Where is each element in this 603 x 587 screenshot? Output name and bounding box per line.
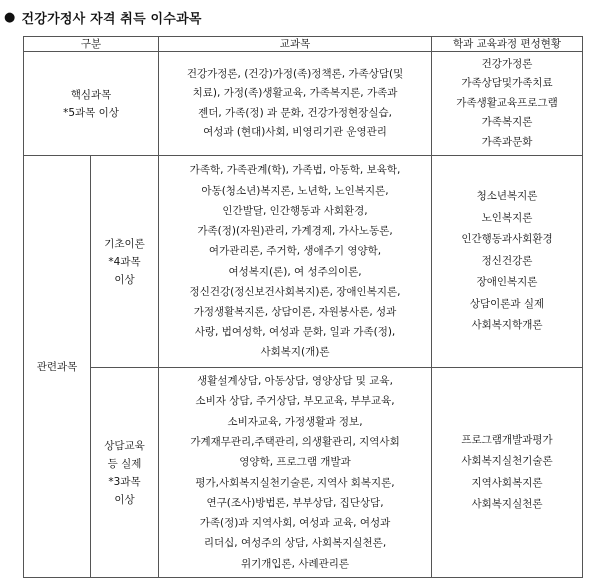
bullet-icon: ● xyxy=(4,9,16,25)
counseling-curriculum: 프로그램개발과평가 사회복지실천기술론 지역사회복지론 사회복지실천론 xyxy=(432,368,583,578)
basic-curriculum: 청소년복지론 노인복지론 인간행동과사회환경 정신건강론 장애인복지론 상담이론과 실제 사회복지학개론 xyxy=(432,156,583,368)
counseling-subjects: 생활설계상담, 아동상담, 영양상담 및 교육, 소비자 상담, 주거상담, 부모교육, 부부교육, 소비자교육, 가정생활과 정보, 가계재무관리,주택관리, 의생활관리, 지역사회 영양학, 프로그램 개발과 평가,사회복지실천기술론, 지역사 회복지론, 연구(조사)방법론, 부부상담, 집단상담, 가족(정)과 지역사회, 여성과 교육, 여성과 리더십, 여성주의 상담, 사회복지실천론, 위기개입론, 사례관리론 xyxy=(159,368,432,578)
header-subjects: 교과목 xyxy=(159,37,432,52)
core-row xyxy=(24,52,583,156)
core-subjects: 건강가정론, (건강)가정(족)정책론, 가족상담(및 치료), 가정(족)생활교육, 가족복지론, 가족과 젠더, 가족(정) 과 문화, 건강가정현장실습, 여성과 (현대)사회, 비영리기관 운영관리 xyxy=(159,52,432,156)
section-title xyxy=(4,6,202,28)
basic-row xyxy=(24,156,583,368)
counseling-row xyxy=(24,368,583,578)
basic-subjects: 가족학, 가족관계(학), 가족법, 아동학, 보육학, 아동(청소년)복지론, 노년학, 노인복지론, 인간발달, 인간행동과 사회환경, 가족(정)(자원)관리, 가계경제, 가사노동론, 여가관리론, 주거학, 생애주기 영양학, 여성복지(론), 여 성주의이론, 정신건강(정신보건사회복지)론, 장애인복지론, 가정생활복지론, 상담이론, 자원봉사론, 성과 사랑, 법여성학, 여성과 문화, 일과 가족(정), 사회복지(개)론 xyxy=(159,156,432,368)
header-curriculum: 학과 교육과정 편성현황 xyxy=(432,37,583,52)
header-row xyxy=(24,37,583,52)
header-category: 구분 xyxy=(24,37,159,52)
related-label: 관련과목 xyxy=(24,156,91,578)
core-curriculum: 건강가정론 가족상담및가족치료 가족생활교육프로그램 가족복지론 가족과문화 xyxy=(432,52,583,156)
section-title-text: 건강가정사 자격 취득 이수과목 xyxy=(21,11,202,27)
core-label: 핵심과목 *5과목 이상 xyxy=(24,52,159,156)
subject-table xyxy=(23,36,583,578)
basic-label: 기초이론 *4과목 이상 xyxy=(91,156,159,368)
counseling-label: 상담교육 등 실제 *3과목 이상 xyxy=(91,368,159,578)
